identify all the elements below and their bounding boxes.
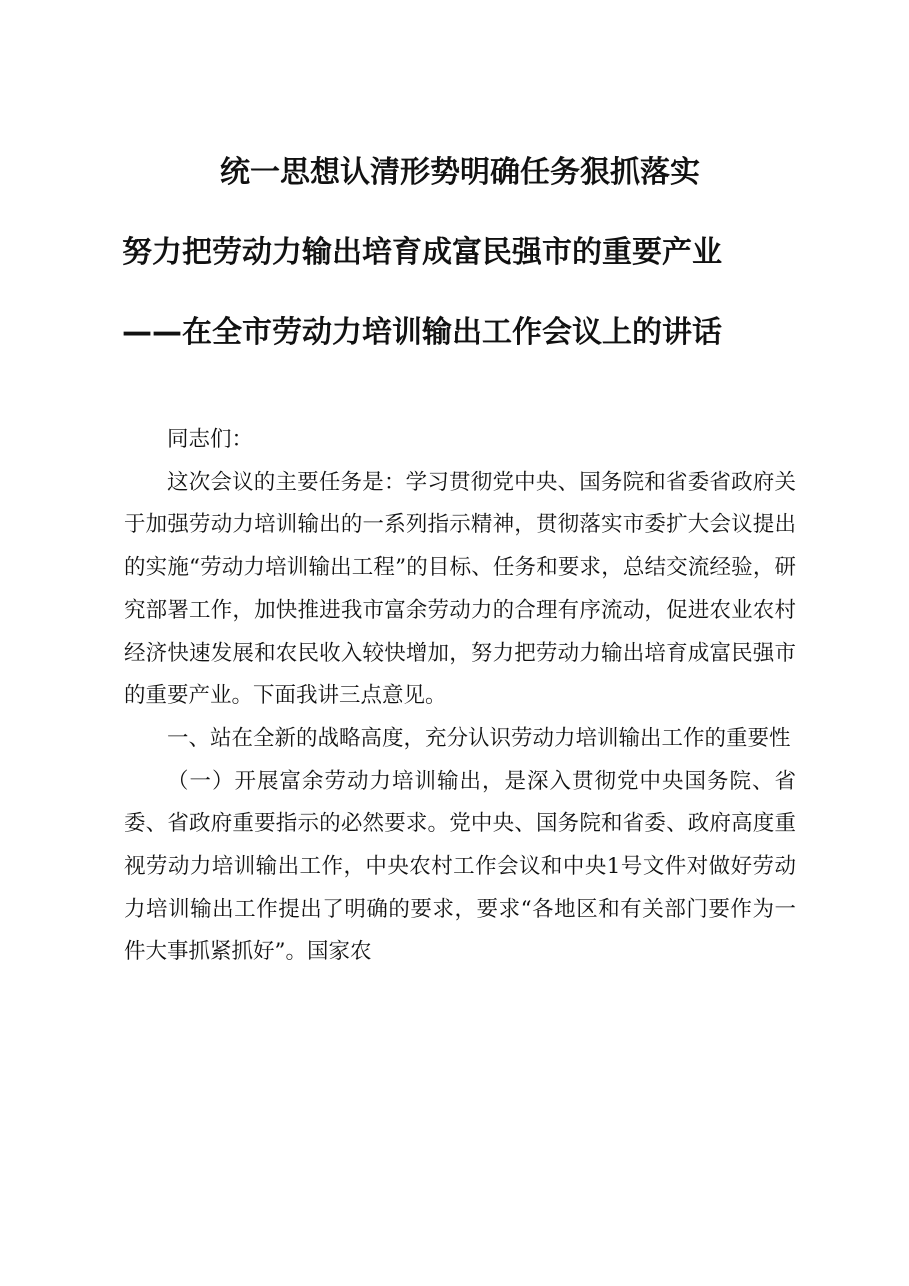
paragraph-subsection-1: （一）开展富余劳动力培训输出，是深入贯彻党中央国务院、省委、省政府重要指示的必然要求。党中央、国务院和省委、政府高度重视劳动力培训输出工作，中央农村工作会议和中央1号文件对做好劳动力培训输出工作提出了明确的要求，要求“各地区和有关部门要作为一件大事抓紧抓好”。国家农 bbox=[124, 768, 796, 965]
subtitle-line: ——在全市劳动力培训输出工作会议上的讲话 bbox=[122, 315, 722, 350]
paragraph-intro: 这次会议的主要任务是：学习贯彻党中央、国务院和省委省政府关于加强劳动力培训输出的一系列指示精神，贯彻落实市委扩大会议提出的实施“劳动力培训输出工程”的目标、任务和要求，总结交流经验，研究部署工作，加快推进我市富余劳动力的合理有序流动，促进农业农村经济快速发展和农民收入较快增加，努力把劳动力输出培育成富民强市的重要产业。下面我讲三点意见。 bbox=[124, 469, 796, 709]
main-title-line-1: 统一思想认清形势明确任务狠抓落实 bbox=[220, 155, 700, 190]
speech-body bbox=[124, 419, 796, 974]
section-heading-1: 一、站在全新的战略高度，充分认识劳动力培训输出工作的重要性 bbox=[167, 725, 791, 751]
salutation: 同志们： bbox=[167, 427, 254, 452]
title-block bbox=[122, 155, 798, 398]
main-title-line-2: 努力把劳动力输出培育成富民强市的重要产业 bbox=[122, 235, 722, 270]
